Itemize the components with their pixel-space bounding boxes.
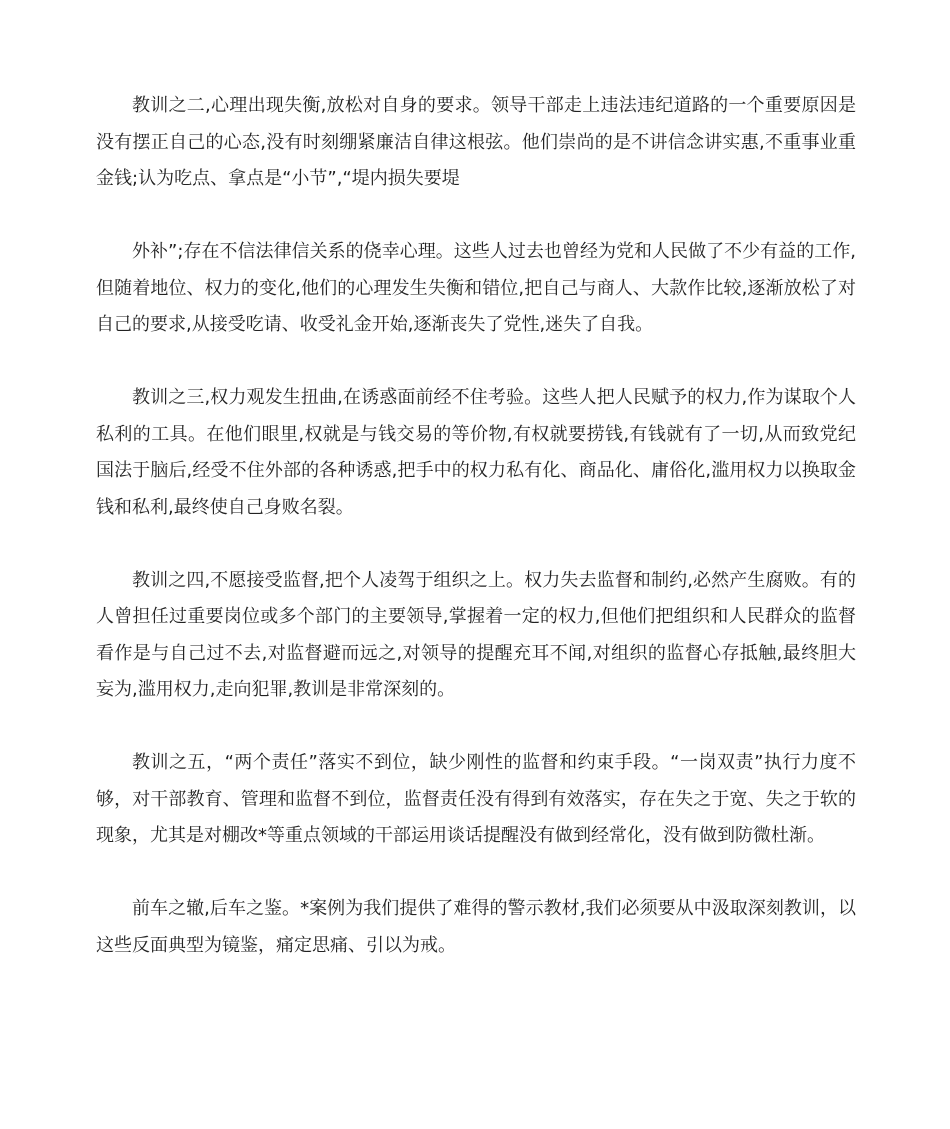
paragraph-lesson-two-continued: 外补”;存在不信法律信关系的侥幸心理。这些人过去也曾经为党和人民做了不少有益的工作,但随着地位、权力的变化,他们的心理发生失衡和错位,把自己与商人、大款作比较,逐渐放松了对自己的要求,从接受吃请、收受礼金开始,逐渐丧失了党性,迷失了自我。 [96, 241, 856, 335]
paragraph-conclusion: 前车之辙,后车之鉴。*案例为我们提供了难得的警示教材,我们必须要从中汲取深刻教训，以这些反面典型为镜鉴，痛定思痛、引以为戒。 [96, 898, 856, 956]
paragraph-lesson-two: 教训之二,心理出现失衡,放松对自身的要求。领导干部走上违法违纪道路的一个重要原因是没有摆正自己的心态,没有时刻绷紧廉洁自律这根弦。他们崇尚的是不讲信念讲实惠,不重事业重金钱;认为吃点、拿点是“小节”,“堤内损失要堤 [96, 95, 856, 189]
paragraph-lesson-four: 教训之四,不愿接受监督,把个人凌驾于组织之上。权力失去监督和制约,必然产生腐败。有的人曾担任过重要岗位或多个部门的主要领导,掌握着一定的权力,但他们把组织和人民群众的监督看作是与自己过不去,对监督避而远之,对领导的提醒充耳不闻,对组织的监督心存抵触,最终胆大妄为,滥用权力,走向犯罪,教训是非常深刻的。 [96, 569, 856, 700]
paragraph-lesson-three: 教训之三,权力观发生扭曲,在诱惑面前经不住考验。这些人把人民赋予的权力,作为谋取个人私利的工具。在他们眼里,权就是与钱交易的等价物,有权就要捞钱,有钱就有了一切,从而致党纪国法于脑后,经受不住外部的各种诱惑,把手中的权力私有化、商品化、庸俗化,滥用权力以换取金钱和私利,最终使自己身败名裂。 [96, 387, 856, 518]
paragraph-lesson-five: 教训之五，“两个责任”落实不到位，缺少刚性的监督和约束手段。“一岗双责”执行力度不够，对干部教育、管理和监督不到位，监督责任没有得到有效落实，存在失之于宽、失之于软的现象，尤其是对棚改*等重点领域的干部运用谈话提醒没有做到经常化，没有做到防微杜渐。 [96, 752, 856, 846]
document-body [96, 88, 856, 964]
